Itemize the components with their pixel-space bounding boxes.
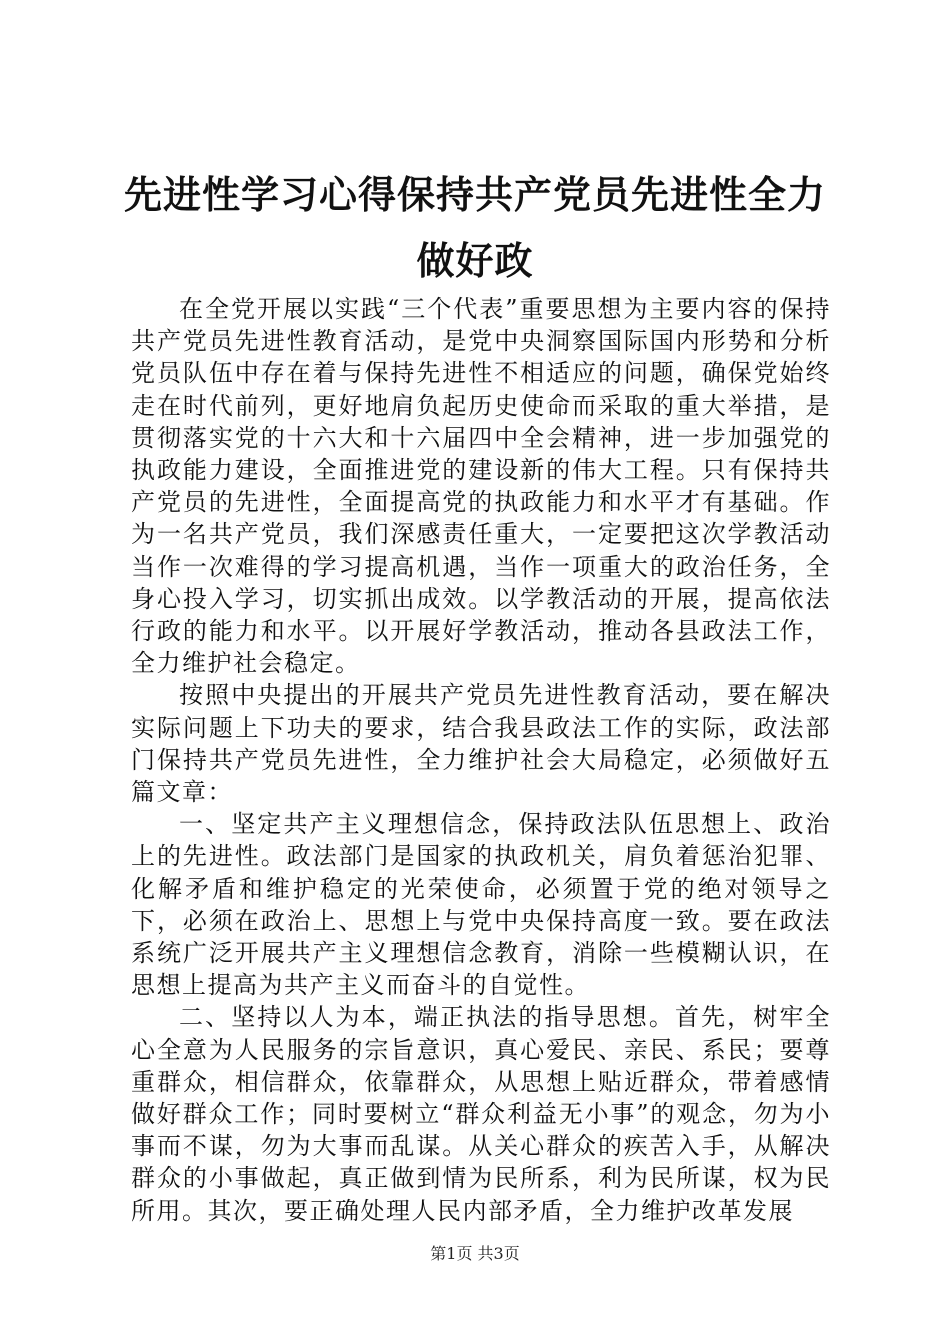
page-number-footer: 第1页 共3页 [430,1244,520,1263]
paragraph-intro: 在全党开展以实践“三个代表”重要思想为主要内容的保持共产党员先进性教育活动，是党中央洞察国际国内形势和分析党员队伍中存在着与保持先进性不相适应的问题，确保党始终走在时代前列，更好地肩负起历史使命而采取的重大举措，是贯彻落实党的十六大和十六届四中全会精神，进一步加强党的执政能力建设，全面推进党的建设新的伟大工程。只有保持共产党员的先进性，全面提高党的执政能力和水平才有基础。作为一名共产党员，我们深感责任重大，一定要把这次学教活动当作一次难得的学习提高机遇，当作一项重大的政治任务，全身心投入学习，切实抓出成效。以学教活动的开展，提高依法行政的能力和水平。以开展好学教活动，推动各县政法工作，全力维护社会稳定。 [131,295,831,678]
document-title: 先进性学习心得保持共产党员先进性全力做好政 [123,172,826,283]
paragraph-requirements: 按照中央提出的开展共产党员先进性教育活动，要在解决实际问题上下功夫的要求，结合我县政法工作的实际，政法部门保持共产党员先进性，全力维护社会大局稳定，必须做好五篇文章： [131,681,831,807]
paragraph-section-two: 二、坚持以人为本，端正执法的指导思想。首先，树牢全心全意为人民服务的宗旨意识，真心爱民、亲民、系民；要尊重群众，相信群众，依靠群众，从思想上贴近群众，带着感情做好群众工作；同时要树立“群众利益无小事”的观念，勿为小事而不谋，勿为大事而乱谋。从关心群众的疾苦入手，从解决群众的小事做起，真正做到情为民所系，利为民所谋，权为民所用。其次，要正确处理人民内部矛盾，全力维护改革发展 [131,1003,831,1225]
document-body [131,293,831,1227]
paragraph-section-one: 一、坚定共产主义理想信念，保持政法队伍思想上、政治上的先进性。政法部门是国家的执政机关，肩负着惩治犯罪、化解矛盾和维护稳定的光荣使命，必须置于党的绝对领导之下，必须在政治上、思想上与党中央保持高度一致。要在政法系统广泛开展共产主义理想信念教育，消除一些模糊认识，在思想上提高为共产主义而奋斗的自觉性。 [131,810,831,1000]
